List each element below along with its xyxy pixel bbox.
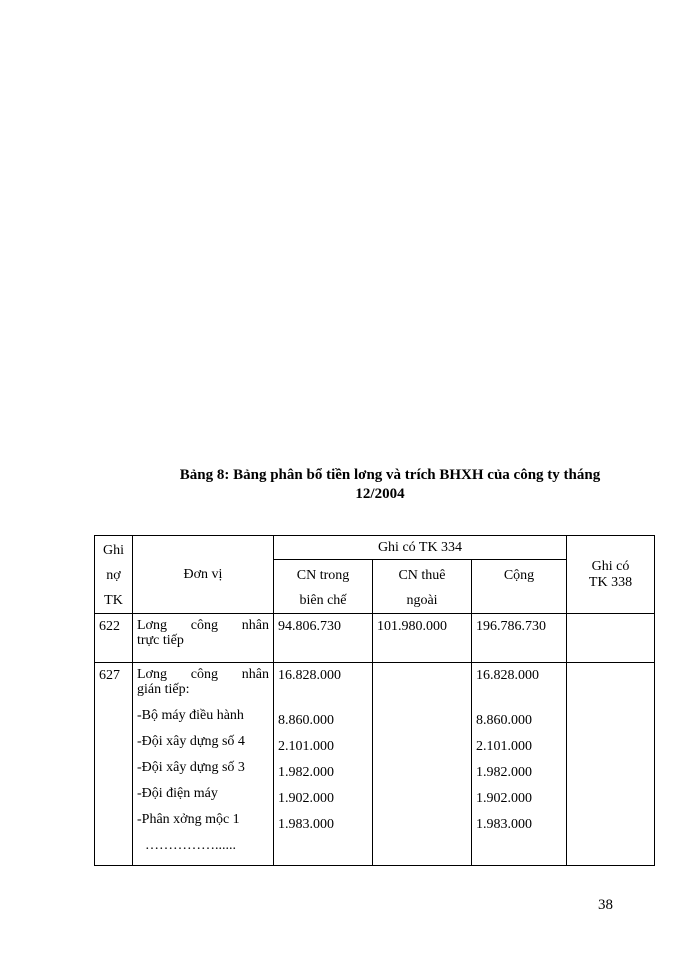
title-line-1: Bảng 8: Bảng phân bổ tiền lơng và trích BHXH của công ty tháng — [179, 467, 601, 483]
header-unit: Đơn vị — [133, 536, 274, 614]
header-credit-334: Ghi có TK 334 — [274, 536, 567, 560]
list-item: -Đội xây dựng số 4 — [137, 734, 245, 749]
hired-cell: 101.980.000 — [373, 614, 472, 663]
header-credit-338: Ghi có TK 338 — [567, 536, 655, 614]
hired-cell — [373, 663, 472, 866]
list-item: -Đội điện máy — [137, 786, 218, 801]
header-hired: CN thuê ngoài — [373, 560, 472, 614]
list-item: -Phân xởng mộc 1 — [137, 812, 240, 827]
header-debit-account: Ghi nợ TK — [95, 536, 133, 614]
header-total: Cộng — [472, 560, 567, 614]
tk338-cell — [567, 614, 655, 663]
header-row-1 — [95, 536, 655, 560]
table-title — [100, 466, 660, 504]
salary-allocation-table — [94, 535, 655, 866]
in-staff-cell: 16.828.000 8.860.000 2.101.000 1.982.000 1.902.000 1.983.000 — [274, 663, 373, 866]
unit-cell: Lơng công nhân trực tiếp — [133, 614, 274, 663]
table-row — [95, 663, 655, 866]
tk338-cell — [567, 663, 655, 866]
unit-cell: Lơng công nhân gián tiếp: -Bộ máy điều hành -Đội xây dựng số 4 -Đội xây dựng số 3 -Đội điện máy -Phân xởng mộc 1 ……………...... — [133, 663, 274, 866]
page-number: 38 — [598, 897, 613, 913]
account-cell: 627 — [95, 663, 133, 866]
header-in-staff: CN trong biên chế — [274, 560, 373, 614]
ellipsis: ……………...... — [145, 838, 236, 853]
account-cell: 622 — [95, 614, 133, 663]
total-cell: 16.828.000 8.860.000 2.101.000 1.982.000 1.902.000 1.983.000 — [472, 663, 567, 866]
total-cell: 196.786.730 — [472, 614, 567, 663]
list-item: -Đội xây dựng số 3 — [137, 760, 245, 775]
table-row — [95, 614, 655, 663]
title-line-2: 12/2004 — [355, 486, 405, 502]
in-staff-cell: 94.806.730 — [274, 614, 373, 663]
list-item: -Bộ máy điều hành — [137, 708, 244, 723]
